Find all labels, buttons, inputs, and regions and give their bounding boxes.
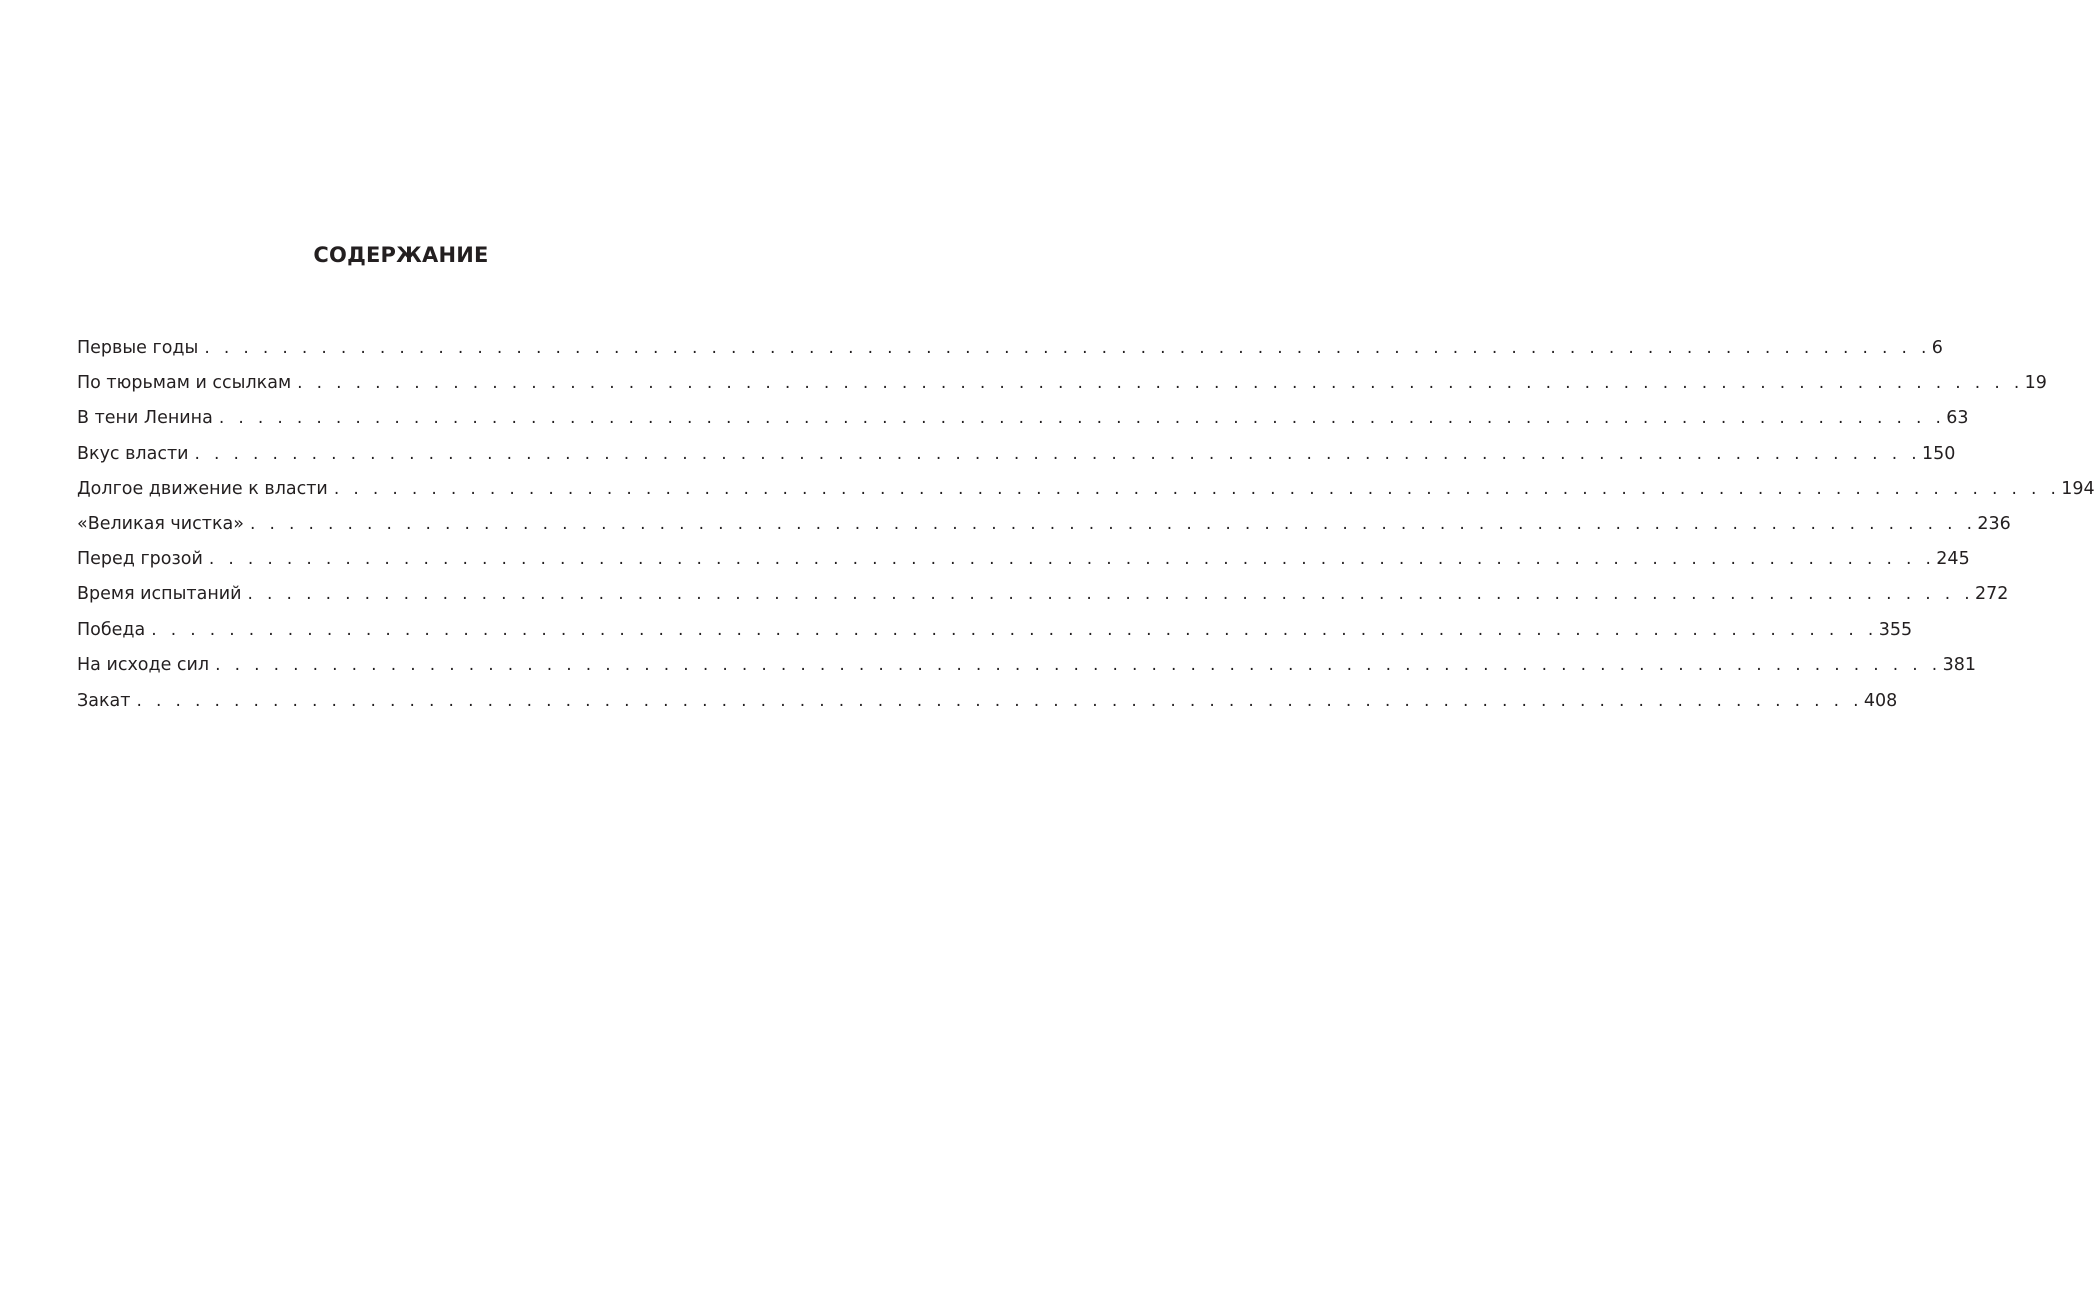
- toc-entry-page: 63: [1946, 408, 1969, 429]
- toc-entry: [77, 369, 2047, 404]
- toc-entry-title: «Великая чистка»: [77, 513, 244, 534]
- toc-entry: [77, 651, 1976, 686]
- toc-entry-title: По тюрьмам и ссылкам: [77, 373, 292, 394]
- dot-leader: . . . . . . . . . . . . . . . . . . . . . . . . . . . . . . . . . . . . . . . . . . . . . . . . . . . . . . . . . . . . . . . . . . . . . . . . . . . . . . . . . . . . . . . . .: [297, 373, 2024, 394]
- dot-leader: . . . . . . . . . . . . . . . . . . . . . . . . . . . . . . . . . . . . . . . . . . . . . . . . . . . . . . . . . . . . . . . . . . . . . . . . . . . . . . . . . . . . . . . . .: [136, 691, 1863, 712]
- toc-entry-page: 6: [1931, 338, 1943, 358]
- dot-leader: . . . . . . . . . . . . . . . . . . . . . . . . . . . . . . . . . . . . . . . . . . . . . . . . . . . . . . . . . . . . . . . . . . . . . . . . . . . . . . . . . . . . . . . . .: [208, 549, 1936, 570]
- toc-entry: [77, 545, 1970, 580]
- dot-leader: . . . . . . . . . . . . . . . . . . . . . . . . . . . . . . . . . . . . . . . . . . . . . . . . . . . . . . . . . . . . . . . . . . . . . . . . . . . . . . . . . . . . . . . . .: [333, 478, 2061, 499]
- toc-entry-title: Перед грозой: [77, 549, 203, 570]
- toc-entry-title: В тени Ленина: [77, 408, 213, 429]
- toc-entry-page: 381: [1942, 654, 1976, 675]
- page-title: СОДЕРЖАНИЕ: [313, 243, 489, 267]
- toc-entry: [77, 440, 1956, 475]
- toc-entry: [77, 334, 1943, 369]
- toc-entry: [77, 616, 1913, 651]
- toc-entry-page: 236: [1977, 513, 2011, 534]
- toc-entry-page: 19: [2024, 373, 2047, 394]
- toc-entry-title: Закат: [77, 691, 131, 712]
- toc-entry-title: Время испытаний: [77, 584, 242, 605]
- table-of-contents: [77, 334, 2095, 723]
- dot-leader: . . . . . . . . . . . . . . . . . . . . . . . . . . . . . . . . . . . . . . . . . . . . . . . . . . . . . . . . . . . . . . . . . . . . . . . . . . . . . . . . . . . . . . . . .: [218, 408, 1946, 429]
- toc-entry-page: 272: [1974, 584, 2009, 605]
- dot-leader: . . . . . . . . . . . . . . . . . . . . . . . . . . . . . . . . . . . . . . . . . . . . . . . . . . . . . . . . . . . . . . . . . . . . . . . . . . . . . . . . . . . . . . . . .: [204, 338, 1931, 358]
- toc-entry: [77, 580, 2009, 615]
- toc-entry: [77, 510, 2011, 545]
- toc-entry-page: 355: [1878, 619, 1913, 640]
- dot-leader: . . . . . . . . . . . . . . . . . . . . . . . . . . . . . . . . . . . . . . . . . . . . . . . . . . . . . . . . . . . . . . . . . . . . . . . . . . . . . . . . . . . . . . . . .: [215, 654, 1942, 675]
- dot-leader: . . . . . . . . . . . . . . . . . . . . . . . . . . . . . . . . . . . . . . . . . . . . . . . . . . . . . . . . . . . . . . . . . . . . . . . . . . . . . . . . . . . . . . . . .: [247, 584, 1974, 605]
- dot-leader: . . . . . . . . . . . . . . . . . . . . . . . . . . . . . . . . . . . . . . . . . . . . . . . . . . . . . . . . . . . . . . . . . . . . . . . . . . . . . . . . . . . . . . . . .: [194, 443, 1921, 464]
- toc-entry-title: Первые годы: [77, 338, 199, 358]
- toc-entry: [77, 475, 2095, 510]
- toc-entry-page: 408: [1863, 691, 1898, 712]
- toc-entry-title: Долгое движение к власти: [77, 478, 328, 499]
- toc-entry-title: На исходе сил: [77, 654, 210, 675]
- toc-entry-page: 245: [1936, 549, 1970, 570]
- toc-entry-title: Победа: [77, 619, 146, 640]
- toc-entry-page: 194: [2061, 478, 2095, 499]
- toc-entry-title: Вкус власти: [77, 443, 189, 464]
- toc-entry: [77, 404, 1969, 439]
- toc-entry-page: 150: [1921, 443, 1956, 464]
- dot-leader: . . . . . . . . . . . . . . . . . . . . . . . . . . . . . . . . . . . . . . . . . . . . . . . . . . . . . . . . . . . . . . . . . . . . . . . . . . . . . . . . . . . . . . . . .: [151, 619, 1878, 640]
- dot-leader: . . . . . . . . . . . . . . . . . . . . . . . . . . . . . . . . . . . . . . . . . . . . . . . . . . . . . . . . . . . . . . . . . . . . . . . . . . . . . . . . . . . . . . . . .: [249, 513, 1977, 534]
- toc-entry: [77, 687, 1898, 722]
